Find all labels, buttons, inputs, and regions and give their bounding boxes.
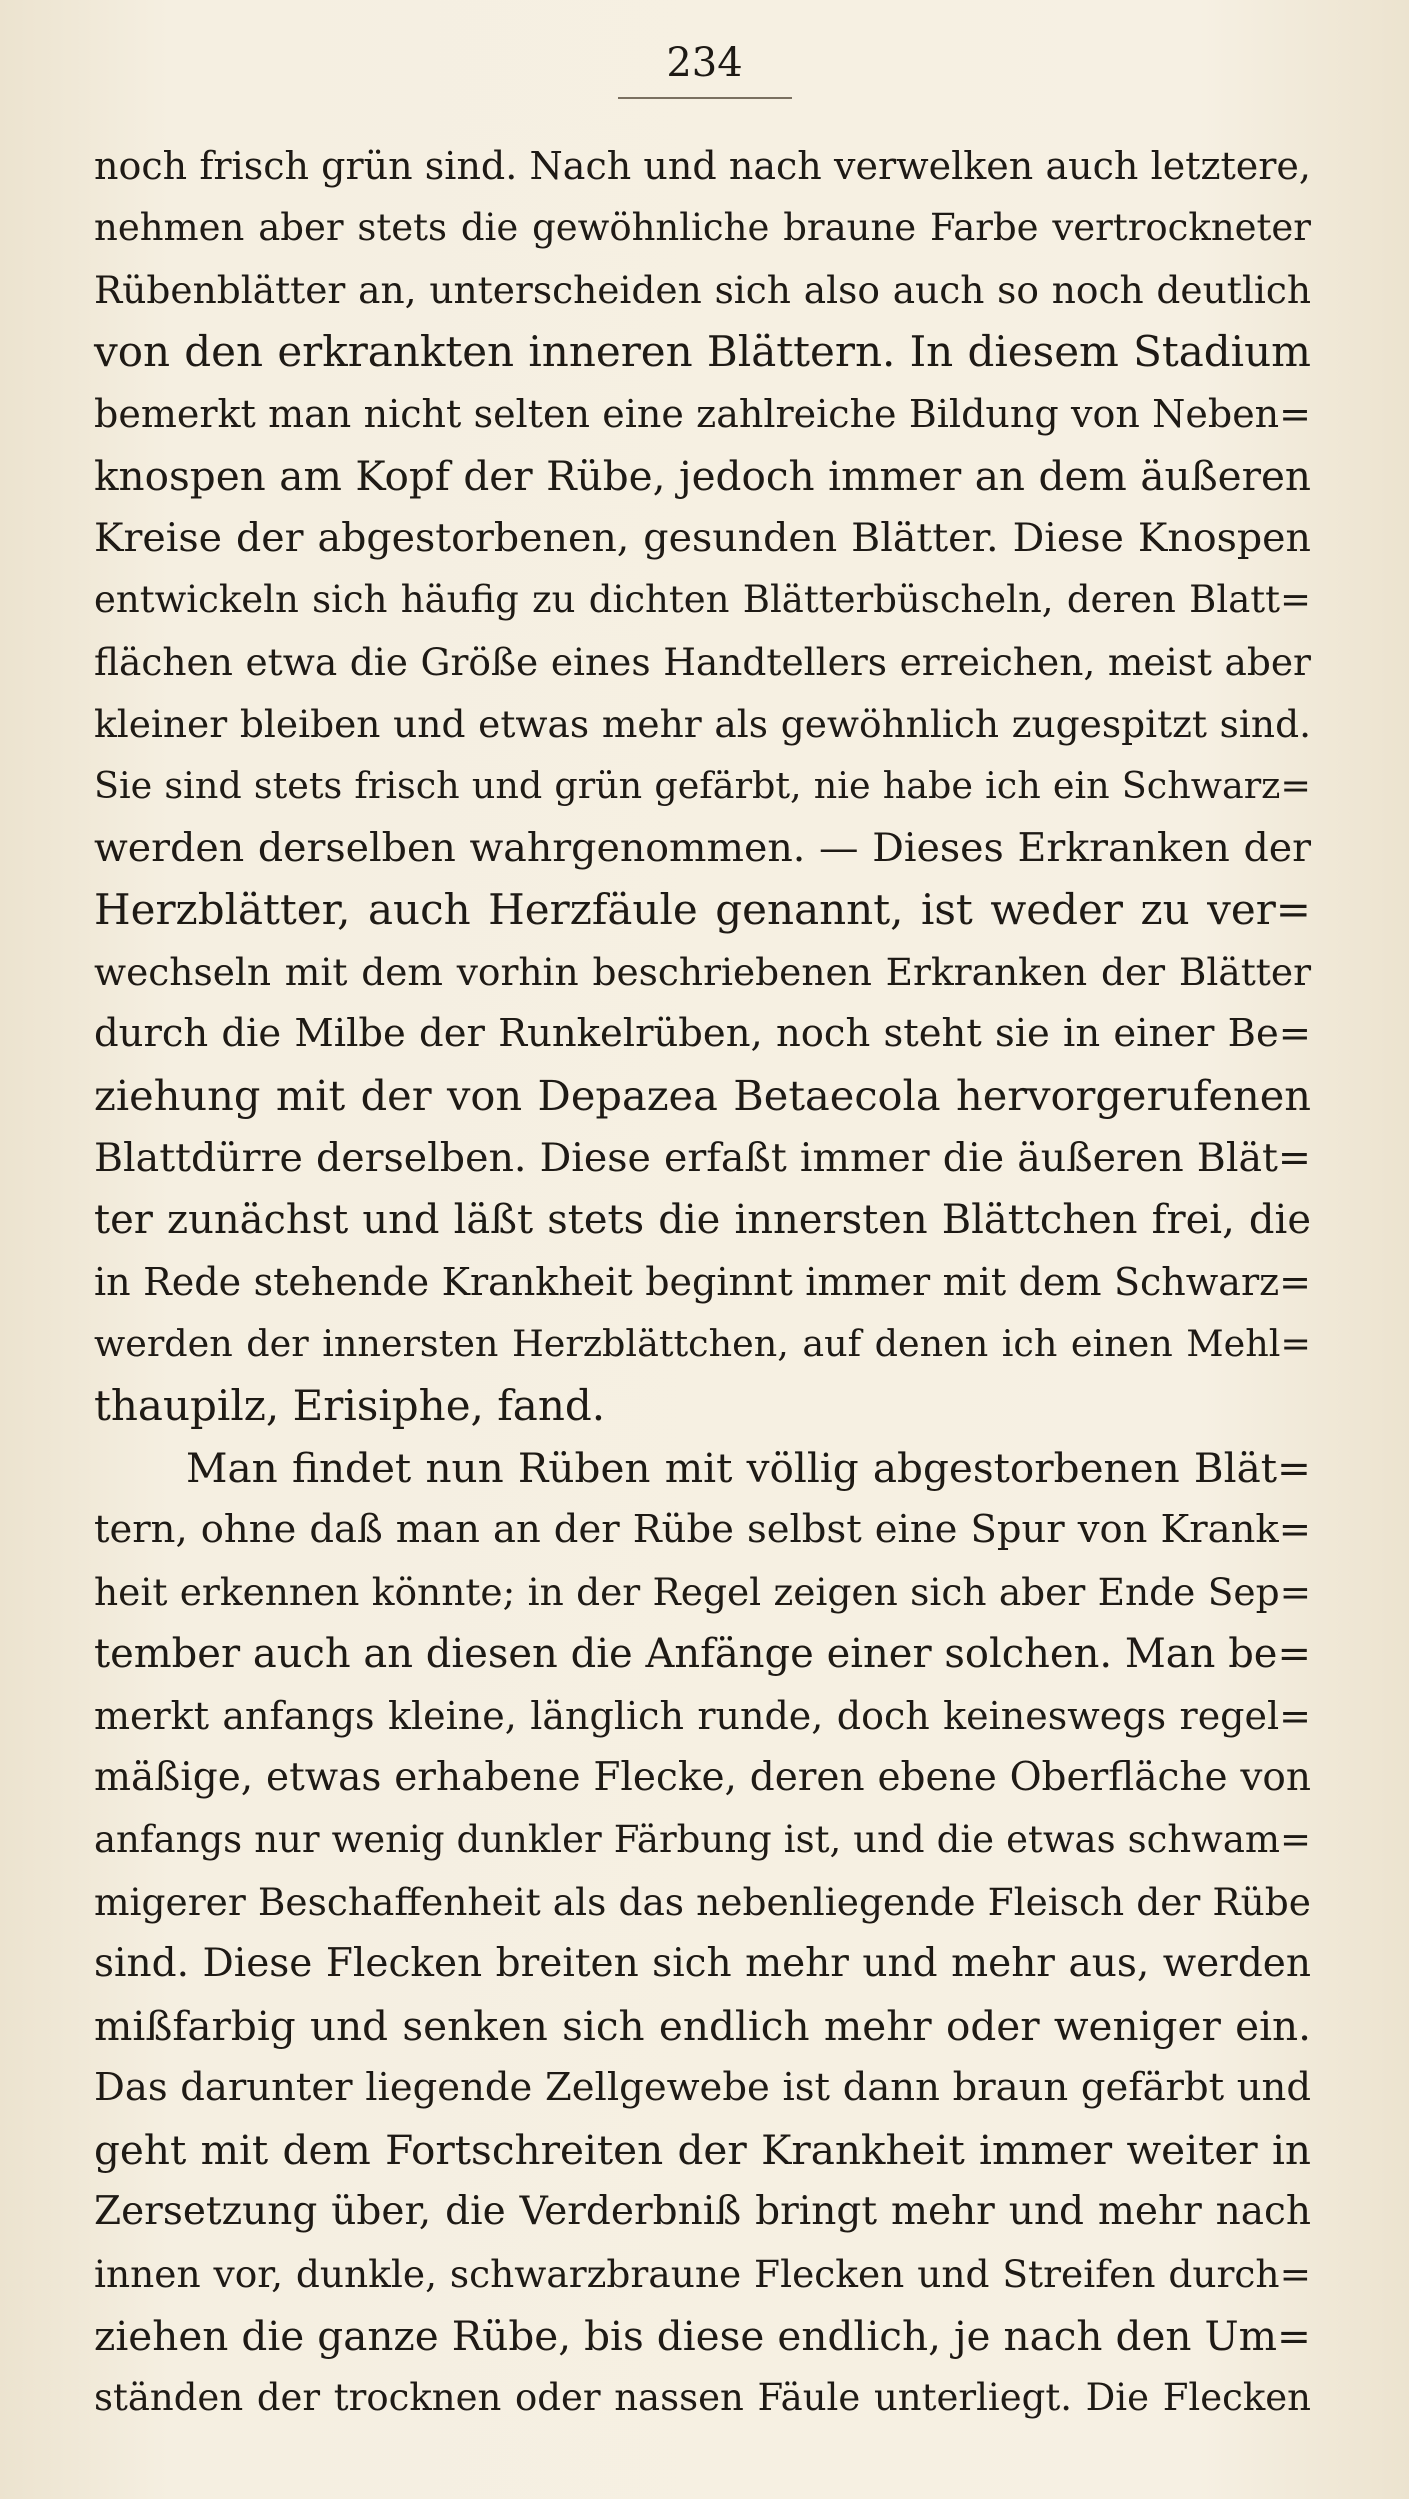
text-line: ziehen die ganze Rübe, bis diese endlich, je nach den Um= [94,2312,1311,2360]
text-line: in Rede stehende Krankheit beginnt immer mit dem Schwarz= [94,1260,1311,1304]
text-line: ständen der trocknen oder nassen Fäule unterliegt. Die Flecken [94,2376,1311,2419]
text-line: nehmen aber stets die gewöhnliche braune Farbe vertrockneter [94,206,1311,249]
text-line: Sie sind stets frisch und grün gefärbt, nie habe ich ein Schwarz= [94,764,1311,807]
text-line: mißfarbig und senken sich endlich mehr oder weniger ein. [94,2002,1311,2050]
text-line: Blattdürre derselben. Diese erfaßt immer die äußeren Blät= [94,1135,1311,1181]
text-line: werden der innersten Herzblättchen, auf denen ich einen Mehl= [94,1322,1311,1365]
text-line: thaupilz, Erisiphe, fand. [94,1381,606,1430]
text-line: durch die Milbe der Runkelrüben, noch steht sie in einer Be= [94,1011,1311,1056]
text-line: heit erkennen könnte; in der Regel zeigen sich aber Ende Sep= [94,1570,1311,1614]
text-line: Zersetzung über, die Verderbniß bringt mehr und mehr nach [94,2189,1311,2234]
text-line: merkt anfangs kleine, länglich runde, doch keineswegs regel= [94,1694,1311,1738]
page-number: 234 [666,40,743,86]
text-line: Herzblätter, auch Herzfäule genannt, ist weder zu ver= [94,885,1311,934]
text-line: migerer Beschaffenheit als das nebenliegende Fleisch der Rübe [94,1880,1311,1924]
text-line: von den erkrankten inneren Blättern. In diesem Stadium [94,327,1311,376]
text-line: tember auch an diesen die Anfänge einer solchen. Man be= [94,1631,1311,1677]
text-line: anfangs nur wenig dunkler Färbung ist, und die etwas schwam= [94,1818,1311,1861]
text-line: bemerkt man nicht selten eine zahlreiche Bildung von Neben= [94,392,1311,436]
text-line: flächen etwa die Größe eines Handtellers erreichen, meist aber [94,640,1311,684]
text-line: kleiner bleiben und etwas mehr als gewöhnlich zugespitzt sind. [94,702,1311,746]
text-line: knospen am Kopf der Rübe, jedoch immer an dem äußeren [94,452,1311,500]
text-line: Kreise der abgestorbenen, gesunden Blätter. Diese Knospen [94,515,1311,561]
text-line: innen vor, dunkle, schwarzbraune Flecken und Streifen durch= [94,2252,1311,2296]
text-line: geht mit dem Fortschreiten der Krankheit immer weiter in [94,2126,1311,2174]
text-line: entwickeln sich häufig zu dichten Blätterbüscheln, deren Blatt= [94,578,1311,621]
text-line: sind. Diese Flecken breiten sich mehr und mehr aus, werden [94,1941,1311,1986]
text-line: werden derselben wahrgenommen. — Dieses Erkranken der [94,825,1311,871]
text-line: Man findet nun Rüben mit völlig abgestorbenen Blät= [186,1444,1311,1492]
text-line: tern, ohne daß man an der Rübe selbst eine Spur von Krank= [94,1507,1311,1552]
text-line: Rübenblätter an, unterscheiden sich also auch so noch deutlich [94,268,1311,312]
text-line: ter zunächst und läßt stets die innersten Blättchen frei, die [94,1197,1311,1243]
text-line: mäßige, etwas erhabene Flecke, deren ebene Oberfläche von [94,1755,1311,1800]
text-line: noch frisch grün sind. Nach und nach verwelken auch letztere, [94,144,1311,188]
text-line: Das darunter liegende Zellgewebe ist dann braun gefärbt und [94,2065,1311,2110]
text-line: wechseln mit dem vorhin beschriebenen Erkranken der Blätter [94,950,1311,994]
header-rule [618,97,792,99]
text-line: ziehung mit der von Depazea Betaecola hervorgerufenen [94,1071,1311,1120]
